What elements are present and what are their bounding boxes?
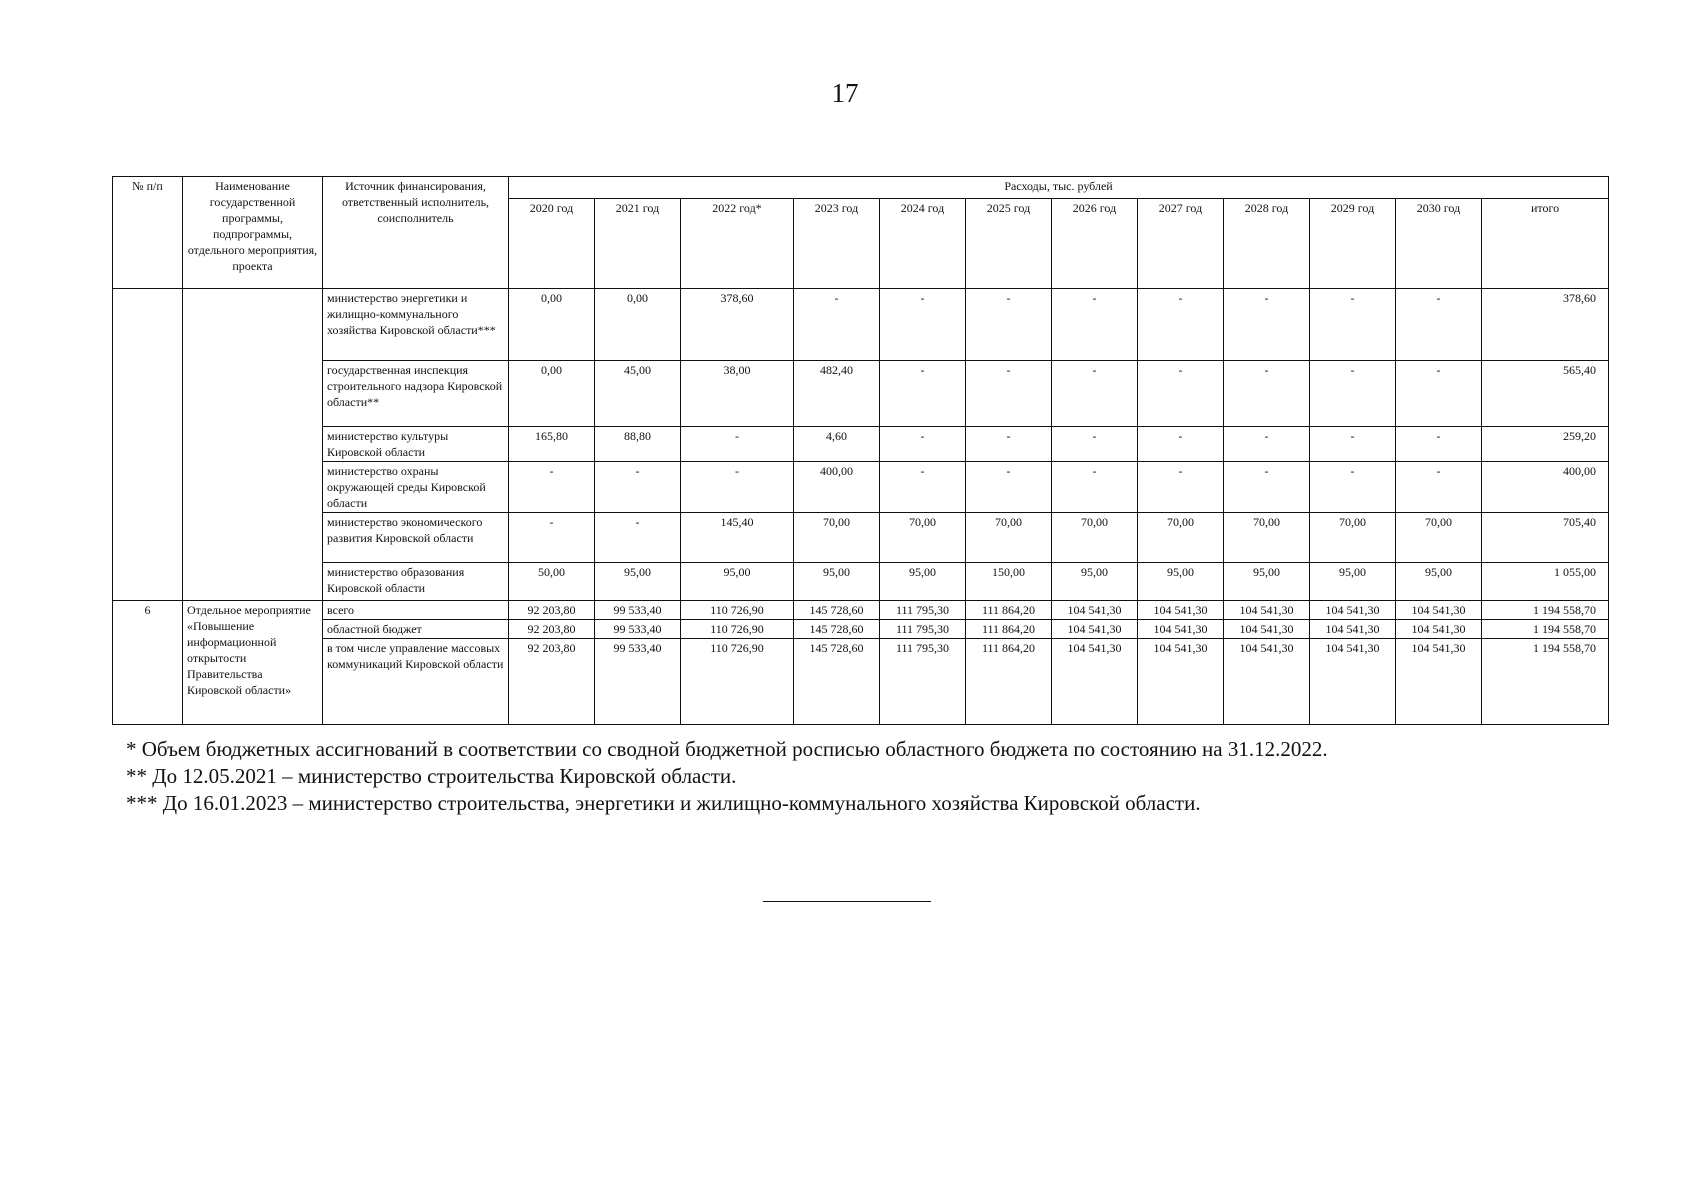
value-cell: 1 194 558,70 [1482,639,1609,725]
value-cell: 88,80 [595,427,681,462]
value-cell: 1 194 558,70 [1482,620,1609,639]
closing-divider-line [763,901,931,902]
row-num-cell: 6 [113,601,183,725]
value-cell: 104 541,30 [1052,620,1138,639]
value-cell: 705,40 [1482,513,1609,563]
table-row [113,639,1609,725]
value-cell: 104 541,30 [1052,601,1138,620]
value-cell: 111 864,20 [966,639,1052,725]
source-cell: областной бюджет [323,620,509,639]
header-year: 2026 год [1052,199,1138,289]
header-program-name: Наименование государственной программы, подпрограммы, отдельного мероприятия, проекта [183,177,323,289]
value-cell: 145 728,60 [794,639,880,725]
value-cell: 104 541,30 [1396,620,1482,639]
value-cell: 92 203,80 [509,620,595,639]
value-cell: 70,00 [1052,513,1138,563]
value-cell: 104 541,30 [1224,639,1310,725]
header-year: 2027 год [1138,199,1224,289]
value-cell: - [1052,427,1138,462]
header-year: 2023 год [794,199,880,289]
value-cell: 145 728,60 [794,620,880,639]
value-cell: - [1224,462,1310,513]
value-cell: - [966,361,1052,427]
header-year: 2021 год [595,199,681,289]
value-cell: - [880,427,966,462]
value-cell: 104 541,30 [1138,620,1224,639]
value-cell: 0,00 [509,361,595,427]
value-cell: 400,00 [794,462,880,513]
header-year: 2024 год [880,199,966,289]
footnote-2: ** До 12.05.2021 – министерство строительства Кировской области. [126,764,737,788]
table-row [113,513,1609,563]
value-cell: 104 541,30 [1052,639,1138,725]
value-cell: - [1138,289,1224,361]
page-number: 17 [831,78,859,108]
value-cell: 1 194 558,70 [1482,601,1609,620]
value-cell: 95,00 [1224,563,1310,601]
header-expenses: Расходы, тыс. рублей [509,177,1609,199]
header-year: 2020 год [509,199,595,289]
value-cell: 92 203,80 [509,601,595,620]
value-cell: - [1310,462,1396,513]
value-cell: - [1396,427,1482,462]
table-row [113,427,1609,462]
value-cell: 104 541,30 [1224,601,1310,620]
source-cell: министерство культуры Кировской области [323,427,509,462]
source-cell: государственная инспекция строительного надзора Кировской области** [323,361,509,427]
value-cell: 165,80 [509,427,595,462]
value-cell: 1 055,00 [1482,563,1609,601]
value-cell: - [1052,361,1138,427]
value-cell: 110 726,90 [681,601,794,620]
source-cell: министерство охраны окружающей среды Кировской области [323,462,509,513]
value-cell: 95,00 [1052,563,1138,601]
value-cell: 45,00 [595,361,681,427]
value-cell: 104 541,30 [1138,639,1224,725]
value-cell: - [1138,427,1224,462]
value-cell: - [595,462,681,513]
value-cell: 99 533,40 [595,620,681,639]
footnotes [126,736,1606,817]
value-cell: 99 533,40 [595,601,681,620]
header-num: № п/п [113,177,183,289]
footnote-1: * Объем бюджетных ассигнований в соответствии со сводной бюджетной росписью областного бюджета по состоянию на 31.12.2022. [126,737,1328,761]
source-cell: министерство экономического развития Кировской области [323,513,509,563]
header-source: Источник финансирования, ответственный исполнитель, соисполнитель [323,177,509,289]
value-cell: - [966,427,1052,462]
value-cell: 110 726,90 [681,620,794,639]
footnote-3: *** До 16.01.2023 – министерство строительства, энергетики и жилищно-коммунального хозяйства Кировской области. [126,791,1201,815]
value-cell: 70,00 [794,513,880,563]
value-cell: 145,40 [681,513,794,563]
source-cell: министерство энергетики и жилищно-коммунального хозяйства Кировской области*** [323,289,509,361]
source-cell: в том числе управление массовых коммуникаций Кировской области [323,639,509,725]
value-cell: 150,00 [966,563,1052,601]
value-cell: 104 541,30 [1396,601,1482,620]
value-cell: 111 864,20 [966,601,1052,620]
value-cell: - [794,289,880,361]
value-cell: - [509,462,595,513]
header-year: 2029 год [1310,199,1396,289]
value-cell: 95,00 [794,563,880,601]
value-cell: 104 541,30 [1310,639,1396,725]
row-num-cell [113,289,183,601]
value-cell: - [1396,289,1482,361]
value-cell: 111 864,20 [966,620,1052,639]
value-cell: 111 795,30 [880,620,966,639]
value-cell: 111 795,30 [880,601,966,620]
value-cell: 95,00 [1396,563,1482,601]
source-cell: министерство образования Кировской области [323,563,509,601]
value-cell: 92 203,80 [509,639,595,725]
table-row [113,620,1609,639]
value-cell: - [681,427,794,462]
value-cell: - [1310,427,1396,462]
value-cell: 0,00 [509,289,595,361]
value-cell: 482,40 [794,361,880,427]
value-cell: 95,00 [880,563,966,601]
value-cell: 70,00 [966,513,1052,563]
value-cell: - [595,513,681,563]
value-cell: 4,60 [794,427,880,462]
value-cell: 378,60 [1482,289,1609,361]
value-cell: 38,00 [681,361,794,427]
table-row [113,563,1609,601]
value-cell: 99 533,40 [595,639,681,725]
value-cell: - [1396,361,1482,427]
value-cell: 104 541,30 [1310,601,1396,620]
value-cell: 145 728,60 [794,601,880,620]
value-cell: - [1138,462,1224,513]
value-cell: 259,20 [1482,427,1609,462]
value-cell: - [1138,361,1224,427]
header-year: 2028 год [1224,199,1310,289]
value-cell: - [966,289,1052,361]
value-cell: - [1224,427,1310,462]
value-cell: - [1396,462,1482,513]
value-cell: - [509,513,595,563]
value-cell: 70,00 [1396,513,1482,563]
value-cell: - [880,462,966,513]
value-cell: - [1052,462,1138,513]
value-cell: 95,00 [681,563,794,601]
value-cell: 70,00 [880,513,966,563]
table-row [113,601,1609,620]
value-cell: - [1310,289,1396,361]
source-cell: всего [323,601,509,620]
value-cell: 95,00 [1138,563,1224,601]
value-cell: 50,00 [509,563,595,601]
row-name-cell [183,289,323,601]
value-cell: - [1052,289,1138,361]
header-year: 2025 год [966,199,1052,289]
value-cell: 565,40 [1482,361,1609,427]
value-cell: - [1310,361,1396,427]
value-cell: 70,00 [1138,513,1224,563]
value-cell: 70,00 [1224,513,1310,563]
value-cell: 400,00 [1482,462,1609,513]
table-row [113,289,1609,361]
table-row [113,361,1609,427]
value-cell: - [681,462,794,513]
value-cell: 70,00 [1310,513,1396,563]
value-cell: 378,60 [681,289,794,361]
value-cell: 95,00 [595,563,681,601]
value-cell: 95,00 [1310,563,1396,601]
value-cell: - [1224,289,1310,361]
table-row [113,462,1609,513]
value-cell: - [880,361,966,427]
value-cell: 104 541,30 [1138,601,1224,620]
value-cell: 104 541,30 [1396,639,1482,725]
value-cell: 111 795,30 [880,639,966,725]
value-cell: 104 541,30 [1310,620,1396,639]
value-cell: 0,00 [595,289,681,361]
budget-table [112,176,1609,725]
header-year: 2030 год [1396,199,1482,289]
value-cell: - [880,289,966,361]
header-year: 2022 год* [681,199,794,289]
value-cell: - [966,462,1052,513]
row-name-cell: Отдельное мероприятие «Повышение информационной открытости Правительства Кировской области» [183,601,323,725]
value-cell: - [1224,361,1310,427]
header-year: итого [1482,199,1609,289]
value-cell: 110 726,90 [681,639,794,725]
budget-table-body [113,289,1609,725]
value-cell: 104 541,30 [1224,620,1310,639]
